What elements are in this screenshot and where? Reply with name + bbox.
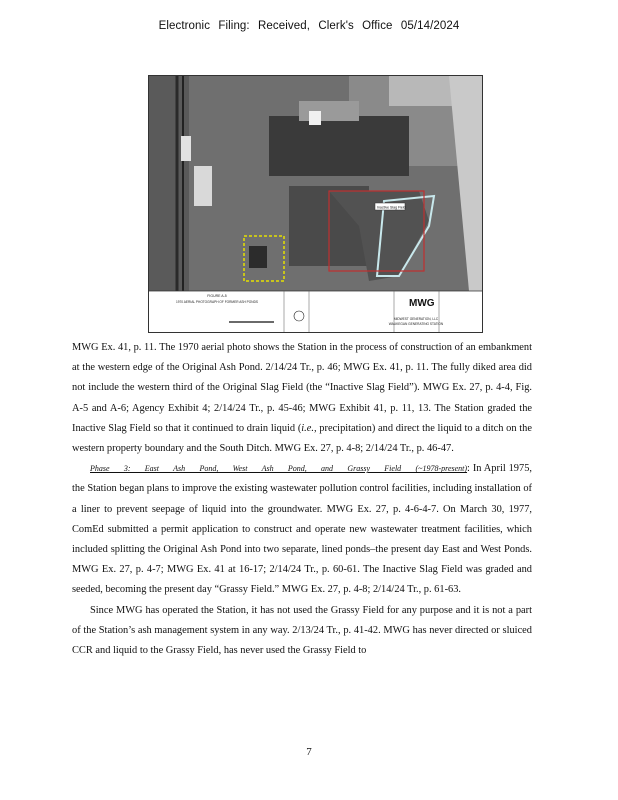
paragraph-1-text: MWG Ex. 41, p. 11. The 1970 aerial photo shows the Station in the process of construction of an embankment at the western edge of the Original Ash Pond. 2/14/24 Tr., p. 46; MWG Ex. 41, p. 11. The fully diked area did not include the western third of the Original Slag Field (the “Inactive Slag Field”). MWG Ex. 27, p. 4-4, Fig. A-5 and A-6; Agency Exhibit 4; 2/14/24 Tr., p. 45-46; MWG Exhibit 41, p. 11, 13. The Station graded the Inactive Slag Field so that it continued to drain liquid ( xyxy=(72,342,532,434)
body-text xyxy=(72,338,532,661)
aerial-photo xyxy=(149,76,482,332)
mwg-logo: MWG xyxy=(409,298,435,309)
filing-header: Electronic Filing: Received, Clerk's Office 05/14/2024 xyxy=(158,20,460,32)
aerial-photo-figure xyxy=(148,75,483,333)
map-note-label: Inactive Slag Field xyxy=(377,205,406,210)
station-sub: WAUKEGAN GENERATING STATION xyxy=(388,322,444,326)
paragraph-2 xyxy=(72,459,532,600)
paragraph-1-ie: i.e., xyxy=(301,422,317,434)
paragraph-1 xyxy=(72,338,532,459)
figure-caption: 1970 AERIAL PHOTOGRAPH OF FORMER ASH PONDS xyxy=(175,300,259,304)
phase-3-heading: Phase 3: East Ash Pond, West Ash Pond, and Grassy Field (~1978-present) xyxy=(90,464,468,474)
figure-label: FIGURE A-5 xyxy=(207,294,227,298)
station-name: MIDWEST GENERATION, LLC xyxy=(393,317,439,321)
paragraph-3: Since MWG has operated the Station, it has not used the Grassy Field for any purpose and it is not a part of the Station’s ash management system in any way. 2/13/24 Tr., p. 41-42. MWG has never directed or sluiced CCR and liquid to the Grassy Field, has never used the Grassy Field to xyxy=(72,604,532,657)
page-number: 7 xyxy=(306,746,312,758)
paragraph-2-text: : In April 1975, the Station began plans to improve the existing wastewater pollution control facilities, including installation of a liner to prevent seepage of liquid into the groundwater. MWG Ex. 27, p. 4-6-4-7. On March 30, 1977, ComEd submitted a permit application to construct and operate new wastewater treatment facilities, which included splitting the Original Ash Pond into two separate, lined ponds–the present day East and West Ponds. MWG Ex. 27, p. 4-7; MWG Ex. 41 at 16-17; 2/14/24 Tr., p. 60-61. The Inactive Slag Field was graded and seeded, becoming the present day “Grassy Field.” MWG Ex. 27, p. 4-8; 2/14/24 Tr., p. 61-63. xyxy=(72,463,532,596)
paragraph-1-end: precipitation) and direct the liquid to a ditch on the western property boundary and the South Ditch. MWG Ex. 27, p. 4-8; 2/14/24 Tr., p. 46-47. xyxy=(72,422,532,455)
